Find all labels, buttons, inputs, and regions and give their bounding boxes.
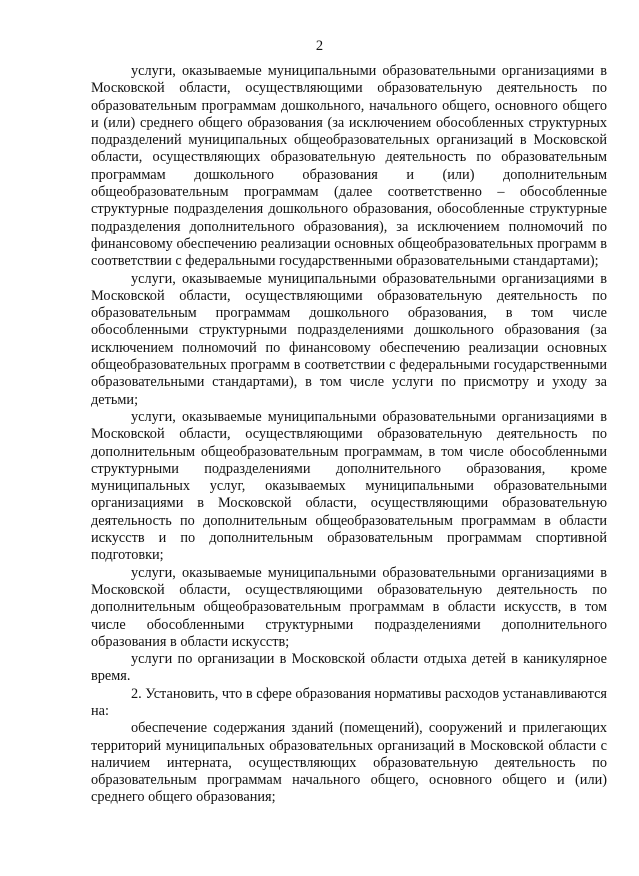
paragraph-services-general-education: услуги, оказываемые муниципальными образовательными организациями в Московской области, осуществляющими образовательную деятельность по образовательным программам дошкольного, начального общего, основного общего и (или) среднего общего образования (за исключением обособленных структурных подразделений муниципальных общеобразовательных организаций в Московской области, осуществляющих образовательную деятельность по образовательным программам дошкольного образования и (или) дополнительным общеобразовательным программам (далее соответственно – обособленные структурные подразделения дошкольного образования, обособленные структурные подразделения дополнительного образования), за исключением полномочий по финансовому обеспечению реализации основных общеобразовательных программ в соответствии с федеральными государственными образовательными стандартами);: [91, 63, 607, 270]
document-body: [91, 63, 607, 807]
paragraph-services-additional-education: услуги, оказываемые муниципальными образовательными организациями в Московской области, осуществляющими образовательную деятельность по дополнительным общеобразовательным программам, в том числе обособленными структурными подразделениями дополнительного образования, кроме муниципальных услуг, оказываемых муниципальными образовательными организациями в Московской области, осуществляющими образовательную деятельность по дополнительным общеобразовательным программам в области искусств и по дополнительным образовательным программам спортивной подготовки;: [91, 408, 607, 564]
paragraph-services-children-recreation: услуги по организации в Московской области отдыха детей в каникулярное время.: [91, 651, 607, 685]
page-number: 2: [315, 38, 324, 54]
paragraph-maintenance-boarding-schools: обеспечение содержания зданий (помещений), сооружений и прилегающих территорий муниципальных образовательных организаций в Московской области с наличием интерната, осуществляющих образовательную деятельность по образовательным программам начального общего, основного общего и (или) среднего общего образования;: [91, 720, 607, 806]
paragraph-item-2-norms: 2. Установить, что в сфере образования нормативы расходов устанавливаются на:: [91, 685, 607, 719]
paragraph-services-arts-education: услуги, оказываемые муниципальными образовательными организациями в Московской области, осуществляющими образовательную деятельность по дополнительным общеобразовательным программам в области искусств, в том числе обособленными структурными подразделениями дополнительного образования в области искусств;: [91, 564, 607, 650]
paragraph-services-preschool: услуги, оказываемые муниципальными образовательными организациями в Московской области, осуществляющими образовательную деятельность по образовательным программам дошкольного образования, в том числе обособленными структурными подразделениями дошкольного образования (за исключением полномочий по финансовому обеспечению реализации основных общеобразовательных программ в соответствии с федеральными государственными образовательными стандартами), в том числе услуги по присмотру и уходу за детьми;: [91, 270, 607, 408]
